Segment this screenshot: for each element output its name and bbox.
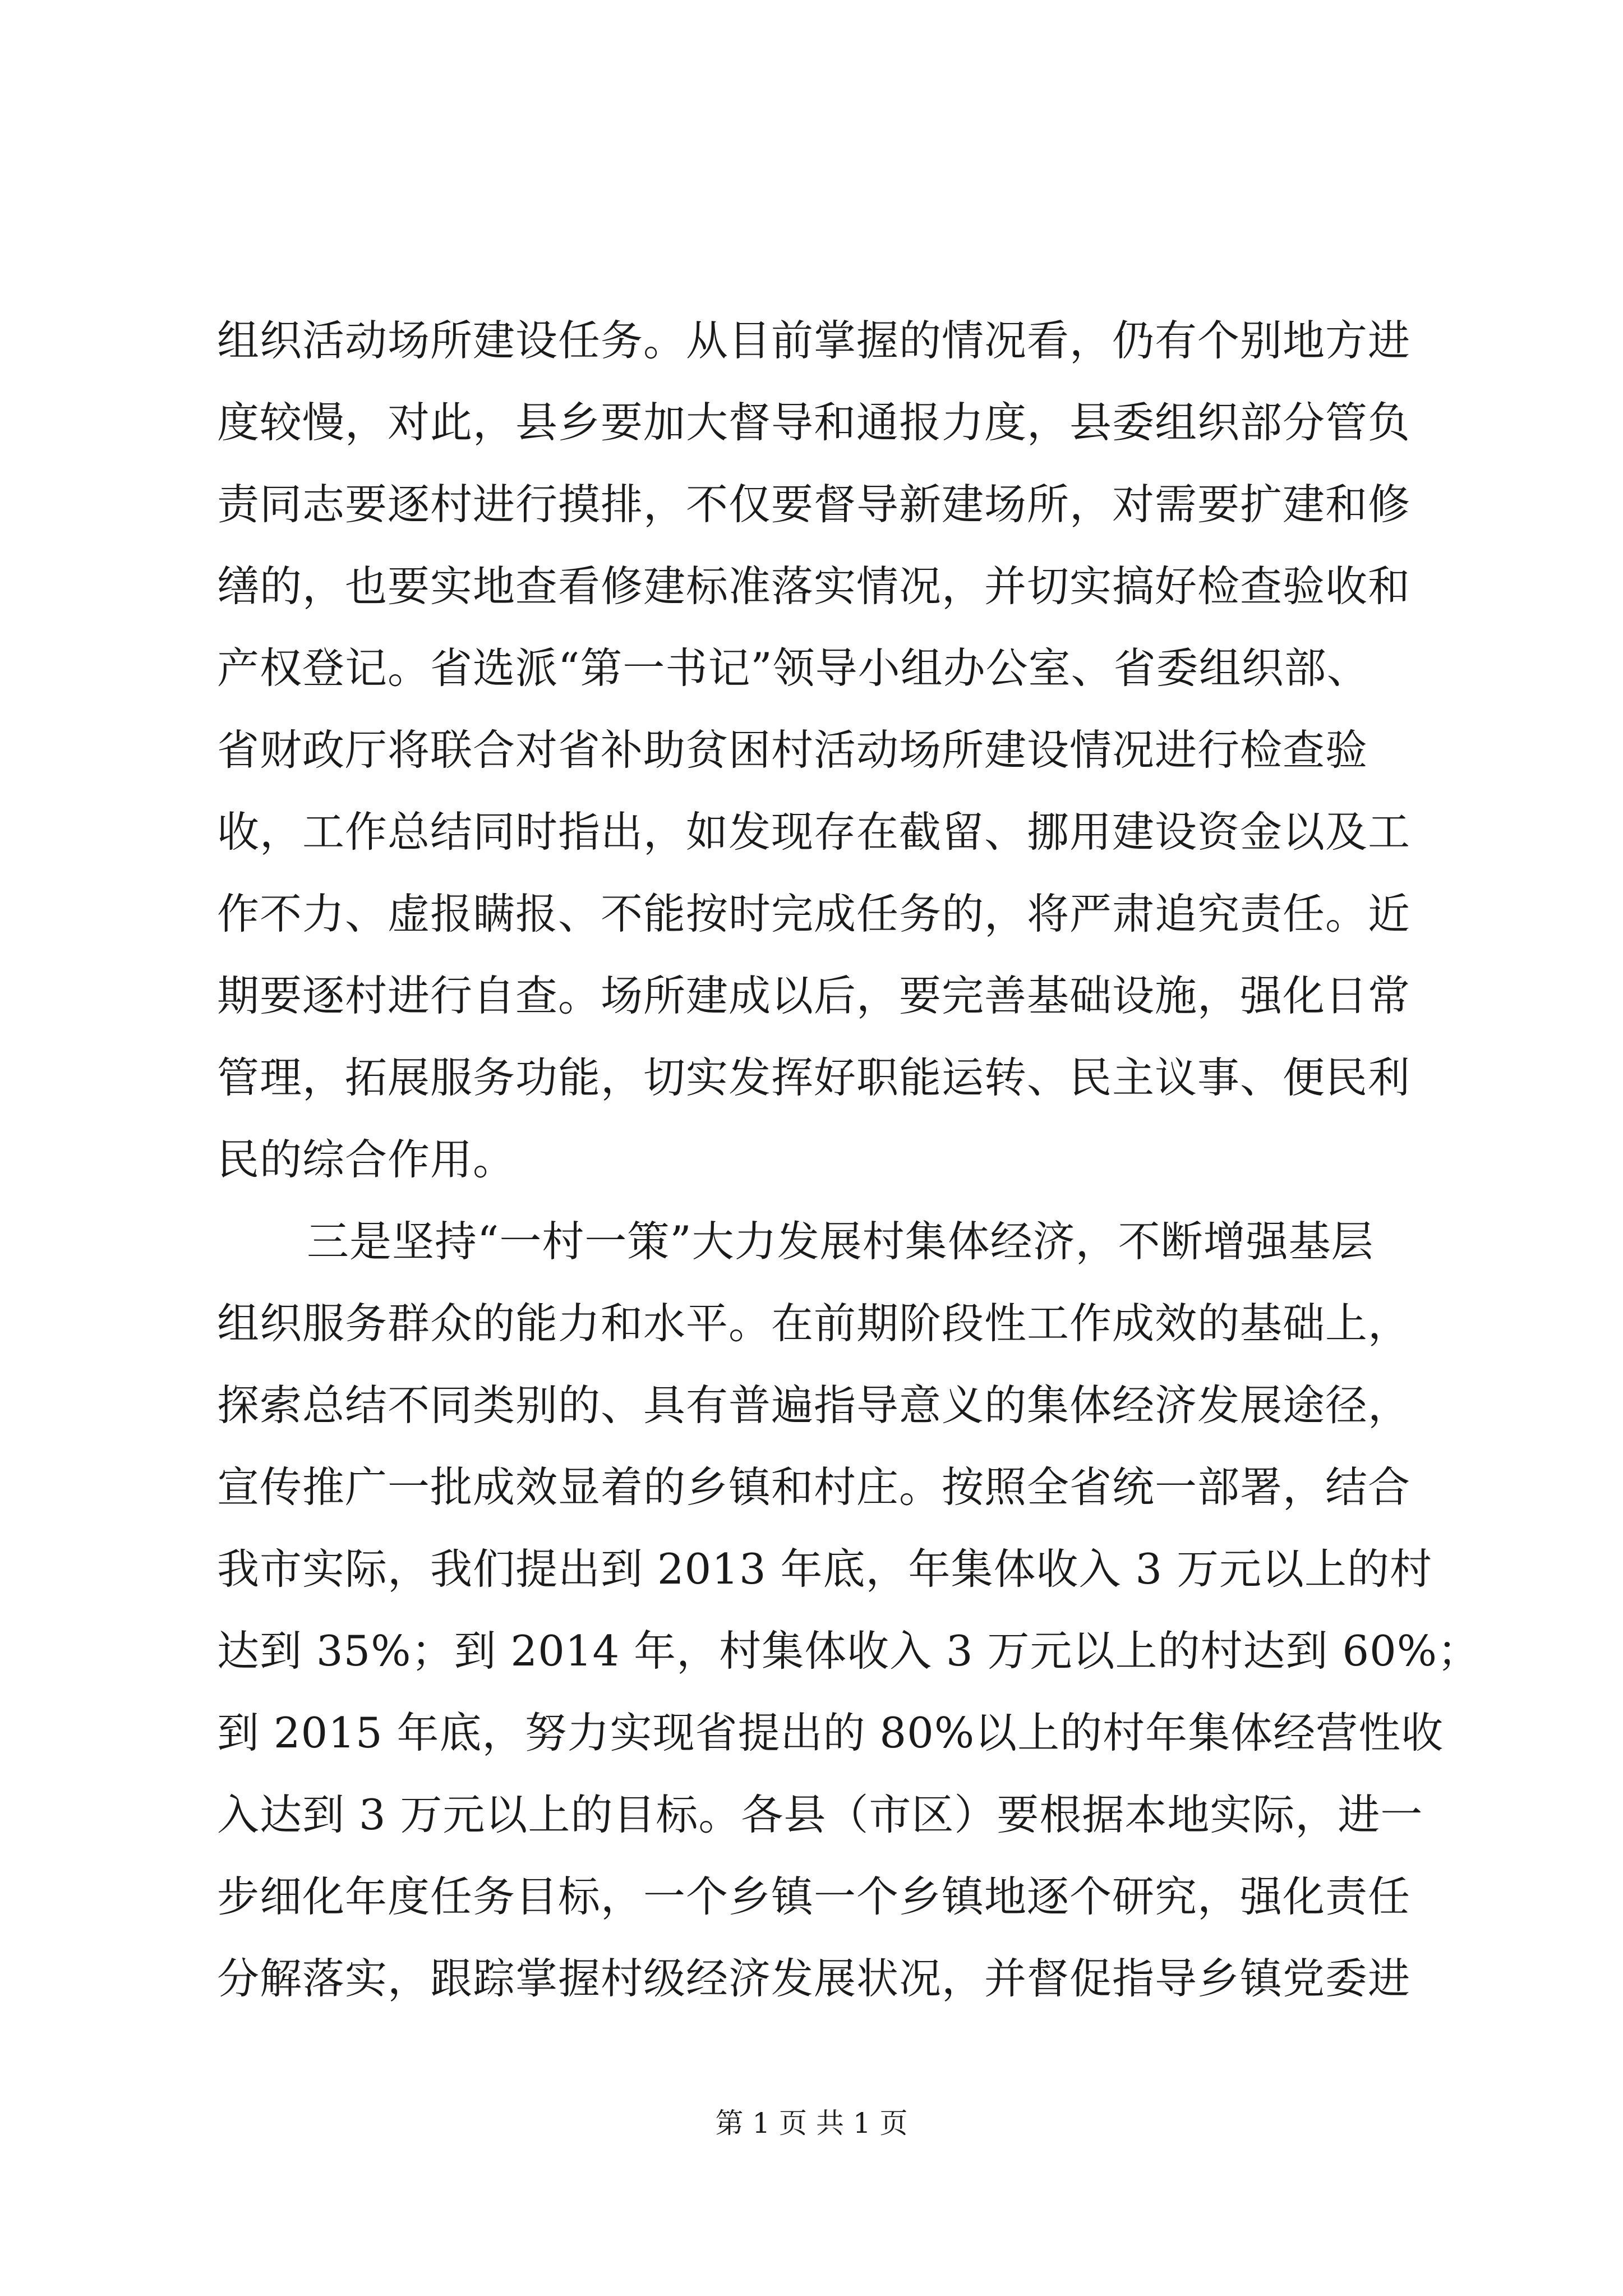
page-footer bbox=[0, 2106, 1623, 2140]
text-line: 度较慢，对此，县乡要加大督导和通报力度，县委组织部分管负 bbox=[217, 398, 1411, 447]
text-line: 缮的，也要实地查看修建标准落实情况，并切实搞好检查验收和 bbox=[217, 562, 1411, 611]
text-line: 作不力、虚报瞒报、不能按时完成任务的，将严肃追究责任。近 bbox=[217, 889, 1411, 938]
text-line: 民的综合作用。 bbox=[217, 1135, 516, 1184]
text-line: 到 2015 年底，努力实现省提出的 80%以上的村年集体经营性收 bbox=[217, 1708, 1444, 1757]
body-text bbox=[217, 300, 1481, 2019]
text-line: 步细化年度任务目标，一个乡镇一个乡镇地逐个研究，强化责任 bbox=[217, 1872, 1411, 1921]
text-line: 管理，拓展服务功能，切实发挥好职能运转、民主议事、便民利 bbox=[217, 1053, 1411, 1102]
text-line: 入达到 3 万元以上的目标。各县（市区）要根据本地实际，进一 bbox=[217, 1790, 1423, 1839]
text-line: 探索总结不同类别的、具有普遍指导意义的集体经济发展途径， bbox=[217, 1381, 1411, 1430]
paragraph-start-line: 三是坚持“一村一策”大力发展村集体经济，不断增强基层 bbox=[307, 1217, 1374, 1266]
text-line: 期要逐村进行自查。场所建成以后，要完善基础设施，强化日常 bbox=[217, 971, 1411, 1020]
text-line: 我市实际，我们提出到 2013 年底，年集体收入 3 万元以上的村 bbox=[217, 1544, 1432, 1594]
page-number: 第 1 页 共 1 页 bbox=[715, 2107, 908, 2139]
text-line: 宣传推广一批成效显着的乡镇和村庄。按照全省统一部署，结合 bbox=[217, 1462, 1411, 1512]
text-line: 分解落实，跟踪掌握村级经济发展状况，并督促指导乡镇党委进 bbox=[217, 1954, 1411, 2003]
text-line: 产权登记。省选派“第一书记”领导小组办公室、省委组织部、 bbox=[217, 643, 1370, 693]
text-line: 收，工作总结同时指出，如发现存在截留、挪用建设资金以及工 bbox=[217, 807, 1411, 857]
text-line: 组织服务群众的能力和水平。在前期阶段性工作成效的基础上， bbox=[217, 1299, 1411, 1348]
text-line: 组织活动场所建设任务。从目前掌握的情况看，仍有个别地方进 bbox=[217, 316, 1411, 365]
text-line: 达到 35%；到 2014 年，村集体收入 3 万元以上的村达到 60%； bbox=[217, 1626, 1481, 1676]
text-line: 责同志要逐村进行摸排，不仅要督导新建场所，对需要扩建和修 bbox=[217, 480, 1411, 529]
text-line: 省财政厅将联合对省补助贫困村活动场所建设情况进行检查验 bbox=[217, 725, 1368, 775]
